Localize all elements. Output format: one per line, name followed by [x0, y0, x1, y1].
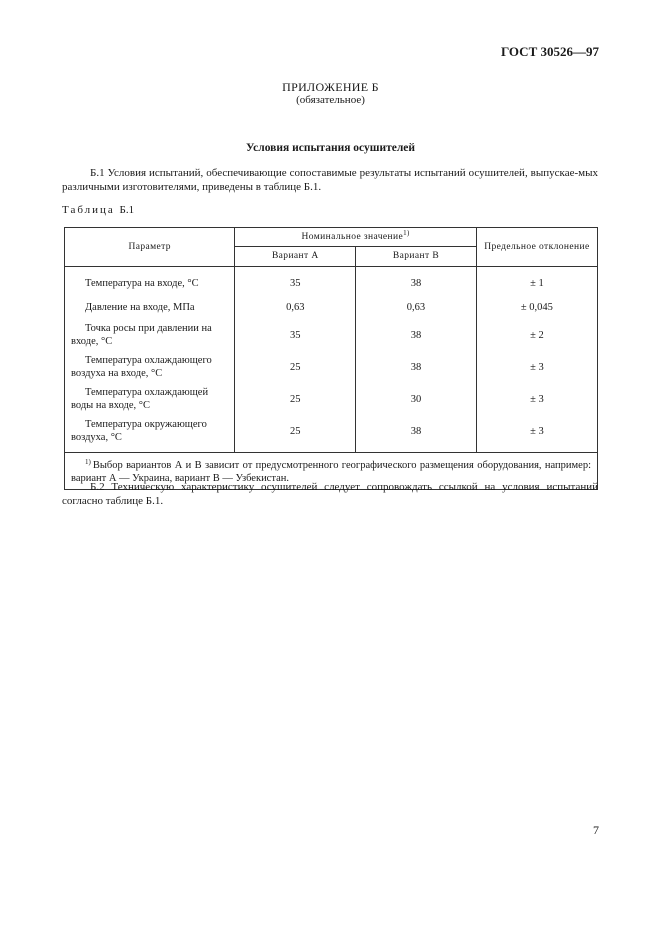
- cell-variant-a: 25: [235, 415, 356, 453]
- header-variant-a: Вариант А: [235, 246, 356, 266]
- cell-limit: ± 1: [476, 267, 597, 296]
- table-row: [65, 319, 598, 351]
- cell-limit: ± 3: [476, 351, 597, 383]
- cell-param: Давление на входе, МПа: [65, 295, 235, 319]
- table-caption-word: Таблица: [62, 204, 115, 216]
- cell-variant-a: 35: [235, 267, 356, 296]
- cell-variant-a: 25: [235, 383, 356, 415]
- table-row: [65, 351, 598, 383]
- cell-variant-b: 38: [356, 319, 477, 351]
- cell-variant-b: 0,63: [356, 295, 477, 319]
- footnote-text: Выбор вариантов А и В зависит от предусмотренного географического размещения оборудования, например: вариант А — Украина, вариант В — Узбекистан.: [71, 460, 591, 484]
- cell-variant-b: 30: [356, 383, 477, 415]
- table-caption-number: Б.1: [119, 204, 135, 216]
- cell-variant-b: 38: [356, 351, 477, 383]
- cell-limit: ± 0,045: [476, 295, 597, 319]
- cell-param: Температура охлаждающей воды на входе, °С: [65, 383, 235, 415]
- cell-variant-a: 35: [235, 319, 356, 351]
- paragraph-b1: Б.1 Условия испытаний, обеспечивающие сопоставимые результаты испытаний осушителей, выпускае-мых различными изготовителями, приведены в таблице Б.1.: [62, 167, 598, 193]
- header-variant-b: Вариант В: [356, 246, 477, 266]
- header-nominal-footnote-ref: 1): [403, 228, 410, 237]
- test-conditions-table: [64, 227, 598, 490]
- cell-variant-b: 38: [356, 267, 477, 296]
- footnote-mark: 1): [85, 457, 91, 466]
- table-caption: [62, 204, 134, 216]
- page-number: 7: [593, 823, 599, 837]
- document-code: ГОСТ 30526—97: [500, 44, 599, 59]
- cell-limit: ± 3: [476, 383, 597, 415]
- cell-variant-a: 25: [235, 351, 356, 383]
- header-nominal: Номинальное значение$^{1)}$: [235, 228, 476, 247]
- cell-limit: ± 3: [476, 415, 597, 453]
- cell-variant-b: 38: [356, 415, 477, 453]
- cell-variant-a: 0,63: [235, 295, 356, 319]
- table-row: [65, 383, 598, 415]
- cell-limit: ± 2: [476, 319, 597, 351]
- header-param: Параметр: [65, 228, 235, 267]
- section-title: Условия испытания осушителей: [245, 142, 416, 154]
- cell-param: Точка росы при давлении на входе, °С: [65, 319, 235, 351]
- cell-param: Температура охлаждающего воздуха на входе, °С: [65, 351, 235, 383]
- cell-param: Температура окружающего воздуха, °С: [65, 415, 235, 453]
- appendix-title: ПРИЛОЖЕНИЕ Б: [282, 80, 379, 94]
- table-row: [65, 415, 598, 453]
- cell-param: Температура на входе, °С: [65, 267, 235, 296]
- appendix-subtitle: (обязательное): [296, 94, 365, 106]
- table-row: [65, 295, 598, 319]
- table-row: [65, 267, 598, 296]
- header-limit: Предельное отклонение: [476, 228, 597, 267]
- paragraph-b2: Б.2 Техническую характеристику осушителей следует сопровождать ссылкой на условия испытаний согласно таблице Б.1.: [62, 481, 598, 507]
